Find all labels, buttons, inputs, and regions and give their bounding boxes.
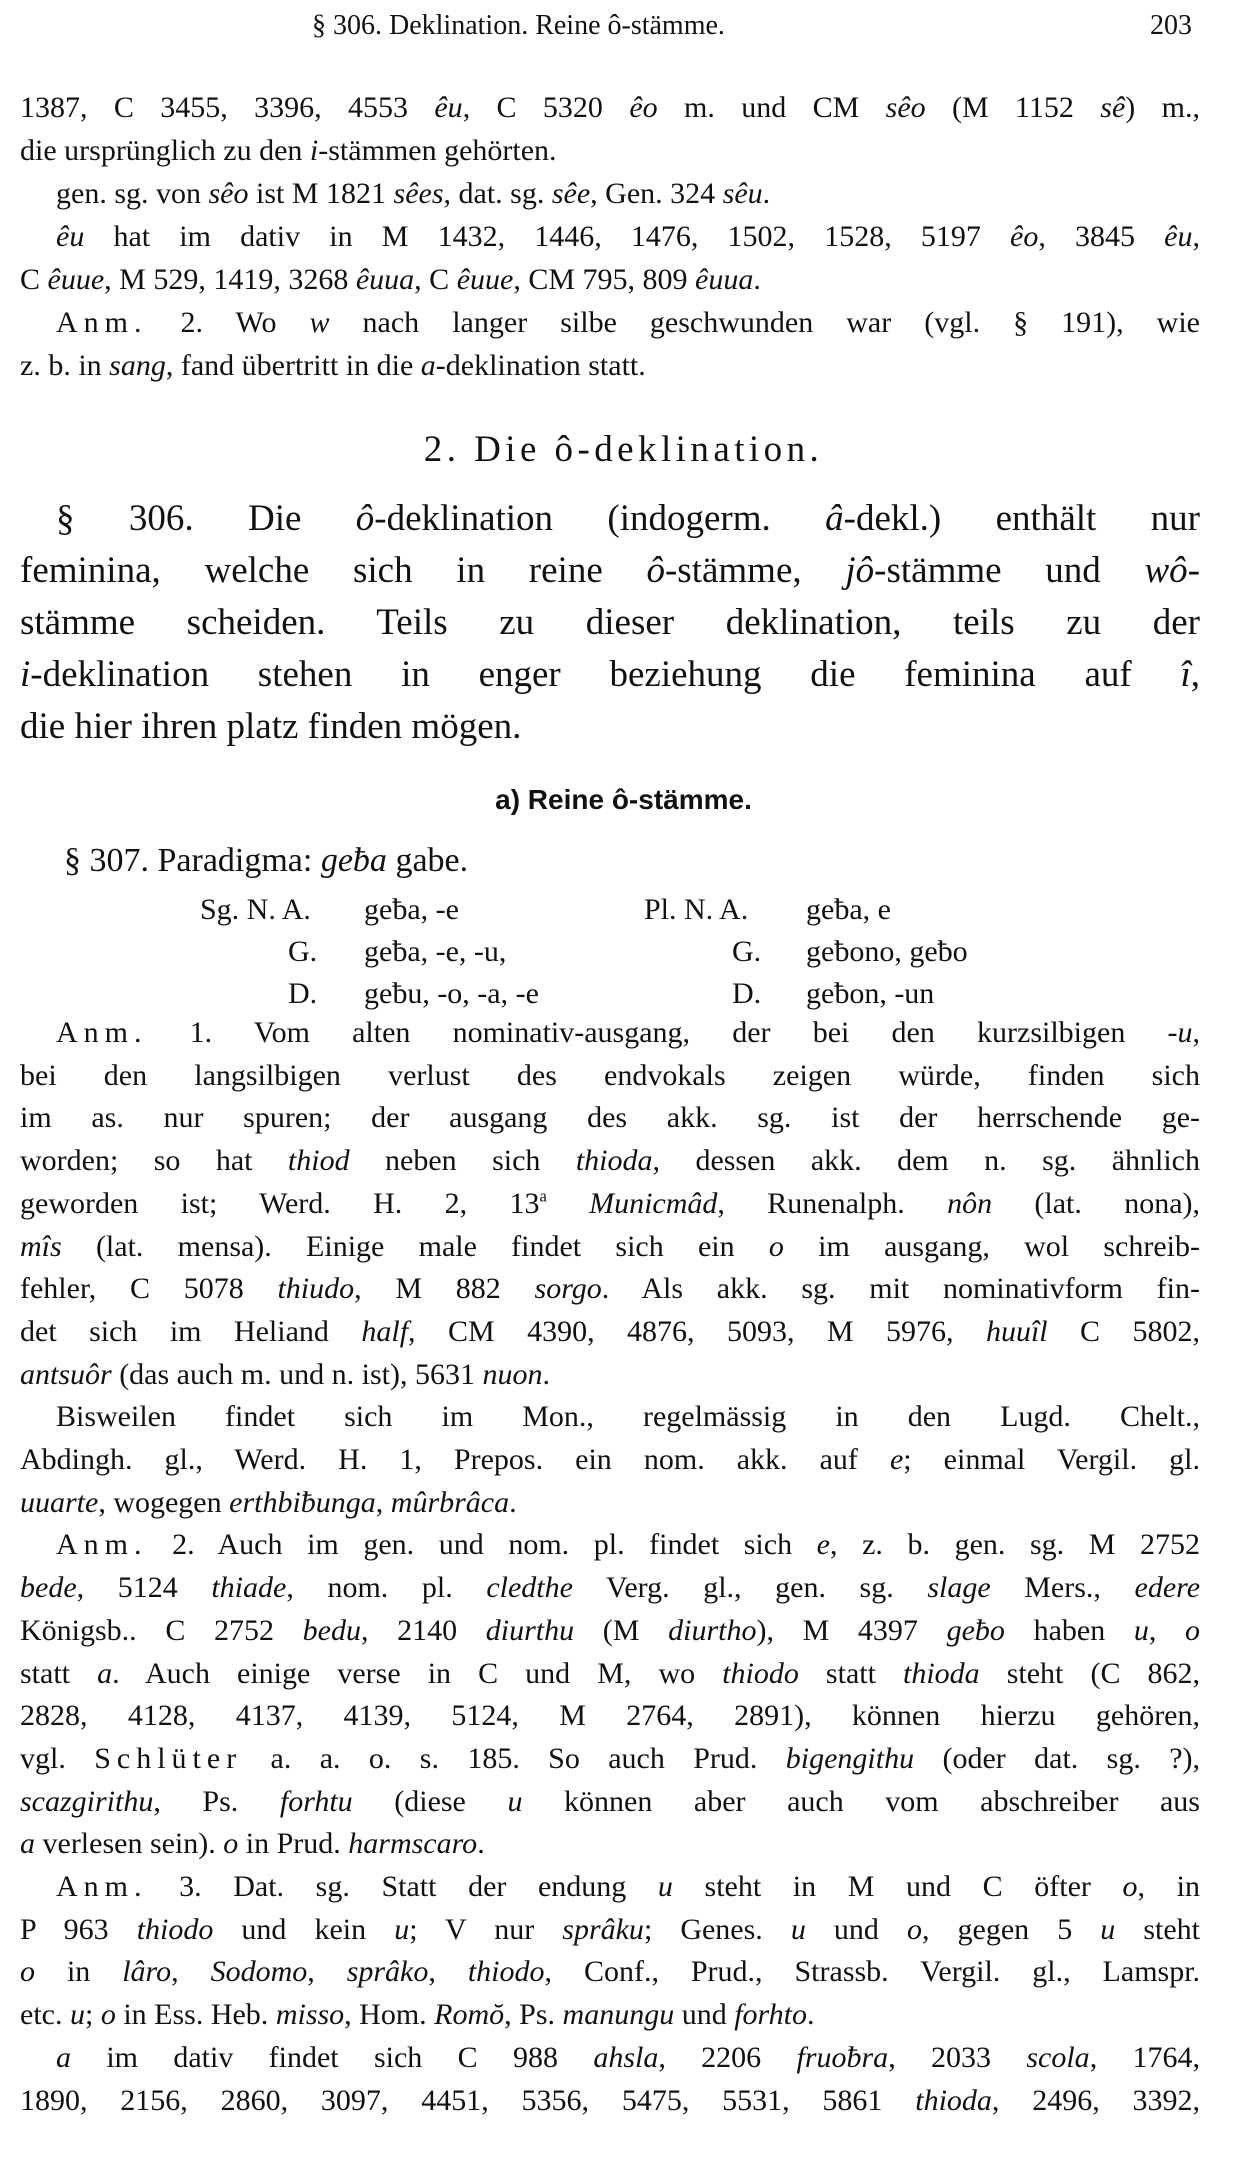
italic-word: thiodo <box>136 1912 214 1946</box>
italic-word: u <box>657 1870 673 1904</box>
paradigm-word: geƀa <box>320 842 387 879</box>
text-run: ), M 4397 <box>756 1613 947 1647</box>
italic-word: thioda <box>903 1656 980 1690</box>
text-run: , CM 4390, 4876, 5093, M 5976, <box>408 1314 986 1348</box>
italic-word: mîs <box>20 1229 62 1263</box>
text-run: Abdingh. gl., Werd. H. 1, Prepos. ein nom. akk. auf <box>20 1443 890 1477</box>
text-line <box>20 172 1200 215</box>
italic-word: thioda <box>575 1144 653 1178</box>
italic-word: o <box>768 1229 784 1263</box>
text-run: verlesen sein). <box>35 1827 224 1861</box>
text-run: , <box>1192 220 1200 253</box>
text-run: steht in M und C öfter <box>672 1870 1123 1904</box>
text-run: -deklination (indogerm. <box>374 498 826 539</box>
spaced-word: Anm. <box>56 1528 148 1562</box>
italic-word: bedu <box>302 1613 361 1647</box>
text-run: können aber auch vom abschreiber aus <box>522 1784 1200 1818</box>
italic-word: huuîl <box>985 1314 1048 1348</box>
italic-word: sê <box>1100 91 1126 124</box>
italic-word: sêu <box>722 177 763 210</box>
superscript: a <box>539 1186 547 1206</box>
text-run: geworden ist; Werd. H. 2, 13 <box>20 1186 540 1220</box>
italic-word: sorgo <box>534 1272 602 1306</box>
italic-word: sêe <box>551 177 591 210</box>
italic-word: sprâko <box>346 1955 429 1989</box>
sg-form: geƀu, -o, -a, -e <box>364 977 539 1010</box>
italic-word: o <box>1122 1870 1138 1904</box>
italic-word: êu <box>434 91 463 124</box>
italic-word: diurthu <box>485 1613 575 1647</box>
text-run: , Gen. 324 <box>590 177 723 210</box>
text-run: (diese <box>352 1784 508 1818</box>
italic-word: u <box>507 1784 523 1818</box>
italic-word: sêes <box>393 177 444 210</box>
text-run: die hier ihren platz finden mögen. <box>20 706 522 747</box>
text-run: 1. Vom alten nominativ-ausgang, der bei den kurzsilbigen - <box>147 1016 1178 1049</box>
sg-form: geƀa, -e <box>364 893 459 926</box>
text-run: -deklination statt. <box>435 349 646 382</box>
text-line <box>20 1439 1200 1482</box>
italic-word: nôn <box>947 1186 993 1220</box>
text-run: , wogegen <box>98 1485 230 1519</box>
italic-word: sêo <box>208 177 249 210</box>
text-run: in <box>35 1955 123 1989</box>
text-run <box>547 1187 589 1220</box>
text-run: z. b. in <box>20 349 110 382</box>
italic-word: thiade <box>211 1571 287 1605</box>
text-line <box>20 1610 1200 1653</box>
italic-word: o <box>906 1912 922 1946</box>
text-run: Bisweilen findet sich im Mon., regelmässig in den Lugd. Chelt., <box>56 1400 1200 1434</box>
text-line <box>20 86 1200 129</box>
text-line <box>20 215 1200 258</box>
text-run: und kein <box>213 1912 395 1946</box>
italic-word: o <box>20 1955 35 1989</box>
italic-word: bigengithu <box>785 1741 915 1775</box>
text-line <box>20 1097 1200 1140</box>
text-run: und <box>674 1998 735 2032</box>
text-run: 3. Dat. sg. Statt der endung <box>147 1870 658 1904</box>
text-run: , dessen akk. dem n. sg. ähnlich <box>652 1144 1200 1178</box>
text-line <box>20 1738 1200 1781</box>
text-run: und <box>805 1912 907 1946</box>
italic-word: cledthe <box>486 1571 573 1605</box>
text-line <box>20 1140 1200 1183</box>
text-run: , Ps. <box>504 1998 563 2032</box>
text-line <box>20 493 1200 545</box>
text-line <box>20 1482 1200 1525</box>
italic-word: ahsla <box>593 2040 659 2074</box>
italic-word: scola <box>1026 2040 1090 2074</box>
sg-case: Sg. N. A. <box>200 893 311 926</box>
italic-word: u <box>790 1912 806 1946</box>
text-run: stämme scheiden. Teils zu dieser deklination, teils zu der <box>20 602 1200 643</box>
page-number: 203 <box>1150 10 1192 41</box>
text-run: (das auch m. und n. ist), 5631 <box>111 1357 483 1391</box>
text-run: , <box>428 1955 468 1989</box>
text-run: (lat. nona), <box>992 1186 1200 1220</box>
paradigm-table <box>0 889 1247 1015</box>
text-run: Verg. gl., gen. sg. <box>572 1571 928 1605</box>
text-line <box>20 1781 1200 1824</box>
italic-word: u <box>394 1912 410 1946</box>
text-run: , <box>1192 1016 1200 1049</box>
text-run: § 306. Die <box>56 498 356 539</box>
text-line <box>20 258 1200 301</box>
italic-word: êu <box>1164 220 1193 253</box>
text-run: , <box>375 1485 391 1519</box>
sg-case: D. <box>288 977 318 1010</box>
text-run: 2. Auch im gen. und nom. pl. findet sich <box>147 1528 817 1562</box>
italic-word: î <box>1180 654 1191 695</box>
paragraph-307 <box>64 838 468 884</box>
text-run: , in <box>1137 1870 1200 1904</box>
text-run: - <box>1187 550 1201 591</box>
spaced-word: Schlüter <box>94 1741 243 1775</box>
text-run: , C 5320 <box>462 91 630 124</box>
italic-word: thioda <box>915 2083 992 2117</box>
sg-case: G. <box>288 935 318 968</box>
text-run: , fand übertritt in die <box>165 349 421 382</box>
italic-word: êuue <box>47 263 105 296</box>
italic-word: mûrbrâca <box>390 1485 510 1519</box>
italic-word: half <box>361 1314 409 1348</box>
text-run: , M 882 <box>354 1272 535 1306</box>
italic-word: thiodo <box>467 1955 545 1989</box>
pl-case: D. <box>732 977 762 1010</box>
italic-word: erthbiƀunga <box>229 1485 376 1519</box>
italic-word: edere <box>1134 1571 1201 1605</box>
text-line <box>20 597 1200 649</box>
text-line <box>20 1012 1200 1055</box>
text-run: , 2496, 3392, <box>991 2083 1201 2117</box>
running-title: § 306. Deklination. Reine ô-stämme. <box>312 10 725 41</box>
text-line <box>20 1396 1200 1439</box>
italic-word: a <box>20 1827 35 1861</box>
text-run: in Prud. <box>238 1827 349 1861</box>
paragraph-306 <box>20 493 1200 753</box>
text-run: , 2033 <box>888 2040 1027 2074</box>
text-run: ) m., <box>1125 91 1200 124</box>
text-run: , <box>171 1955 211 1989</box>
text-run: vgl. <box>20 1741 95 1775</box>
italic-word: misso <box>275 1998 345 2032</box>
italic-word: o <box>100 1998 116 2032</box>
text-run: im dativ findet sich C 988 <box>71 2040 594 2074</box>
italic-word: thiudo <box>277 1272 355 1306</box>
italic-word: antsuôr <box>20 1357 112 1391</box>
text-run: im ausgang, wol schreib- <box>783 1229 1200 1263</box>
italic-word: slage <box>927 1571 991 1605</box>
text-run: in Ess. Heb. <box>115 1998 276 2032</box>
text-run: -deklination stehen in enger beziehung die feminina auf <box>30 654 1181 695</box>
text-run: , 3845 <box>1038 220 1165 253</box>
italic-word: a <box>97 1656 113 1690</box>
pl-form: geƀon, -un <box>806 977 935 1010</box>
italic-word: u <box>1177 1016 1193 1049</box>
text-run: C <box>20 263 48 296</box>
text-run: , C <box>414 263 457 296</box>
text-run: (M <box>574 1613 669 1647</box>
text-run: etc. <box>20 1998 70 2032</box>
italic-word: ô <box>355 498 375 539</box>
text-run: 1890, 2156, 2860, 3097, 4451, 5356, 5475, 5531, 5861 <box>20 2083 916 2117</box>
paradigm-row <box>0 931 1247 973</box>
continuation-text <box>20 86 1200 387</box>
text-run: C 5802, <box>1047 1314 1200 1348</box>
text-run: , 2206 <box>658 2040 797 2074</box>
text-run: die ursprünglich zu den <box>20 134 310 167</box>
italic-word: thiodo <box>722 1656 799 1690</box>
spaced-word: Anm. <box>56 306 148 339</box>
text-run: (oder dat. sg. ?), <box>914 1741 1200 1775</box>
italic-word: uuarte <box>20 1485 99 1519</box>
text-run: (M 1152 <box>925 91 1101 124</box>
italic-word: jô <box>845 550 875 591</box>
italic-word: harmscaro <box>348 1827 478 1861</box>
italic-word: ô <box>646 550 665 591</box>
text-line <box>20 649 1200 701</box>
text-run: neben sich <box>349 1144 576 1178</box>
italic-word: wô <box>1144 550 1188 591</box>
text-run: , 2140 <box>360 1613 486 1647</box>
text-run: im as. nur spuren; der ausgang des akk. sg. ist der herrschende ge- <box>20 1101 1200 1135</box>
italic-word: êuua <box>695 263 754 296</box>
italic-word: o <box>223 1827 239 1861</box>
text-run: nach langer silbe geschwunden war (vgl. § 191), wie <box>329 306 1201 339</box>
italic-word: scazgirithu <box>20 1784 154 1818</box>
italic-word: diurtho <box>668 1613 757 1647</box>
italic-word: manungu <box>562 1998 675 2032</box>
text-run: 2. Wo <box>147 306 310 339</box>
italic-word: a <box>56 2040 71 2074</box>
text-line <box>20 1311 1200 1354</box>
text-line <box>20 1567 1200 1610</box>
pl-case: G. <box>732 935 762 968</box>
text-run: , CM 795, 809 <box>513 263 696 296</box>
text-run: bei den langsilbigen verlust des endvokals zeigen würde, finden sich <box>20 1058 1200 1092</box>
text-run: m. und CM <box>657 91 886 124</box>
italic-word: u <box>69 1998 85 2032</box>
text-run: ist M 1821 <box>248 177 394 210</box>
text-run: (lat. mensa). Einige male findet sich ein <box>61 1229 769 1263</box>
italic-word: thiod <box>287 1144 350 1178</box>
pl-form: geƀa, e <box>806 893 891 926</box>
text-run: 2828, 4128, 4137, 4139, 5124, M 2764, 2891), können hierzu gehören, <box>20 1699 1200 1733</box>
paradigm-row <box>0 889 1247 931</box>
italic-word: i <box>20 654 31 695</box>
text-line <box>20 1866 1200 1909</box>
text-run: statt <box>798 1656 903 1690</box>
text-line <box>20 1354 1200 1397</box>
text-run: , gegen 5 <box>921 1912 1101 1946</box>
italic-word: êuue <box>456 263 514 296</box>
text-run: . <box>477 1827 485 1861</box>
text-line <box>20 1268 1200 1311</box>
italic-word: sang <box>109 349 166 382</box>
text-line <box>20 2080 1200 2123</box>
text-run: steht <box>1115 1912 1201 1946</box>
text-run: , Conf., Prud., Strassb. Vergil. gl., Lamspr. <box>544 1955 1201 1989</box>
text-line <box>20 301 1200 344</box>
italic-word: lâro <box>122 1955 172 1989</box>
text-line <box>20 129 1200 172</box>
text-run: , dat. sg. <box>443 177 552 210</box>
text-run: . <box>509 1485 517 1519</box>
text-run: fehler, C 5078 <box>20 1272 278 1306</box>
text-run: Königsb.. C 2752 <box>20 1613 303 1647</box>
text-line <box>20 1951 1200 1994</box>
text-run: , Runenalph. <box>717 1186 948 1220</box>
text-run: steht (C 862, <box>979 1656 1201 1690</box>
italic-word: Sodomo <box>210 1955 308 1989</box>
text-run: -stämmen gehörten. <box>318 134 557 167</box>
italic-word: bede <box>20 1571 77 1605</box>
italic-word: forhto <box>734 1998 808 2032</box>
annotations <box>20 1012 1200 2122</box>
italic-word: w <box>309 306 330 339</box>
text-line <box>20 1055 1200 1098</box>
text-run: ; einmal Vergil. gl. <box>903 1443 1200 1477</box>
italic-word: Municmâd <box>589 1186 718 1220</box>
italic-word: êo <box>629 91 658 124</box>
text-run: -dekl.) enthält nur <box>843 498 1200 539</box>
italic-word: u <box>1133 1613 1149 1647</box>
text-run: ; V nur <box>409 1912 563 1946</box>
text-run: . <box>542 1357 550 1391</box>
italic-word: êuua <box>355 263 415 296</box>
text-run: P 963 <box>20 1912 137 1946</box>
text-line <box>20 701 1200 753</box>
paragraph-307-prefix: § 307. Paradigma: <box>64 842 321 879</box>
text-run: , M 529, 1419, 3268 <box>104 263 356 296</box>
text-run: feminina, welche sich in reine <box>20 550 647 591</box>
spaced-word: Anm. <box>56 1870 148 1904</box>
text-line <box>20 1994 1200 2037</box>
text-run: gen. sg. von <box>56 177 209 210</box>
italic-word: i <box>309 134 319 167</box>
text-line <box>20 1695 1200 1738</box>
text-run: ; <box>84 1998 101 2032</box>
text-run: Mers., <box>990 1571 1135 1605</box>
section-heading: 2. Die ô-deklination. <box>423 429 824 470</box>
italic-word: â <box>825 498 844 539</box>
italic-word: sêo <box>885 91 926 124</box>
text-line <box>20 1909 1200 1952</box>
text-run: a. a. o. s. 185. So auch Prud. <box>242 1741 786 1775</box>
text-run: . Auch einige verse in C und M, wo <box>112 1656 723 1690</box>
text-run: , 5124 <box>76 1571 212 1605</box>
text-run: det sich im Heliand <box>20 1314 362 1348</box>
italic-word: fruoƀra <box>796 2040 889 2074</box>
italic-word: Romŏ <box>434 1998 505 2032</box>
text-run: -stämme und <box>874 550 1145 591</box>
text-line <box>20 1183 1200 1226</box>
text-line <box>20 545 1200 597</box>
italic-word: e <box>816 1528 830 1562</box>
italic-word: a <box>420 349 436 382</box>
text-run: haben <box>1004 1613 1134 1647</box>
text-run: , Hom. <box>344 1998 435 2032</box>
italic-word: sprâku <box>562 1912 644 1946</box>
paradigm-gloss: gabe. <box>386 842 469 879</box>
italic-word: o <box>1185 1613 1201 1647</box>
text-run: , 1764, <box>1089 2040 1201 2074</box>
text-run: 1387, C 3455, 3396, 4553 <box>20 91 435 124</box>
text-run: , Ps. <box>153 1784 280 1818</box>
text-run: . <box>807 1998 815 2032</box>
text-run: ; Genes. <box>643 1912 791 1946</box>
text-run: hat im dativ in M 1432, 1446, 1476, 1502, 1528, 5197 <box>84 220 1011 253</box>
text-run: . <box>753 263 761 296</box>
text-run: . <box>762 177 771 210</box>
text-run: worden; so hat <box>20 1144 288 1178</box>
italic-word: forhtu <box>279 1784 353 1818</box>
text-run: statt <box>20 1656 98 1690</box>
text-run: . Als akk. sg. mit nominativform fin- <box>601 1272 1200 1306</box>
text-line <box>20 1524 1200 1567</box>
italic-word: u <box>1100 1912 1116 1946</box>
italic-word: e <box>889 1443 904 1477</box>
italic-word: êo <box>1010 220 1039 253</box>
text-run: , <box>1148 1613 1186 1647</box>
text-run: , <box>1190 654 1200 695</box>
text-run: , <box>307 1955 347 1989</box>
pl-case: Pl. N. A. <box>644 893 749 926</box>
text-line <box>20 1226 1200 1269</box>
paradigm-row <box>0 973 1247 1015</box>
text-run: -stämme, <box>664 550 846 591</box>
text-run: , z. b. gen. sg. M 2752 <box>830 1528 1201 1562</box>
text-run: , nom. pl. <box>286 1571 487 1605</box>
italic-word: nuon <box>482 1357 543 1391</box>
text-line <box>20 1653 1200 1696</box>
spaced-word: Anm. <box>56 1016 148 1049</box>
text-line <box>20 344 1200 387</box>
italic-word: êu <box>56 220 85 253</box>
sub-heading: a) Reine ô-stämme. <box>495 784 752 815</box>
sg-form: geƀa, -e, -u, <box>364 935 507 968</box>
pl-form: geƀono, geƀo <box>806 935 968 968</box>
text-line <box>20 2037 1200 2080</box>
running-head <box>0 8 1247 48</box>
text-line <box>20 1823 1200 1866</box>
italic-word: geƀo <box>946 1613 1005 1647</box>
